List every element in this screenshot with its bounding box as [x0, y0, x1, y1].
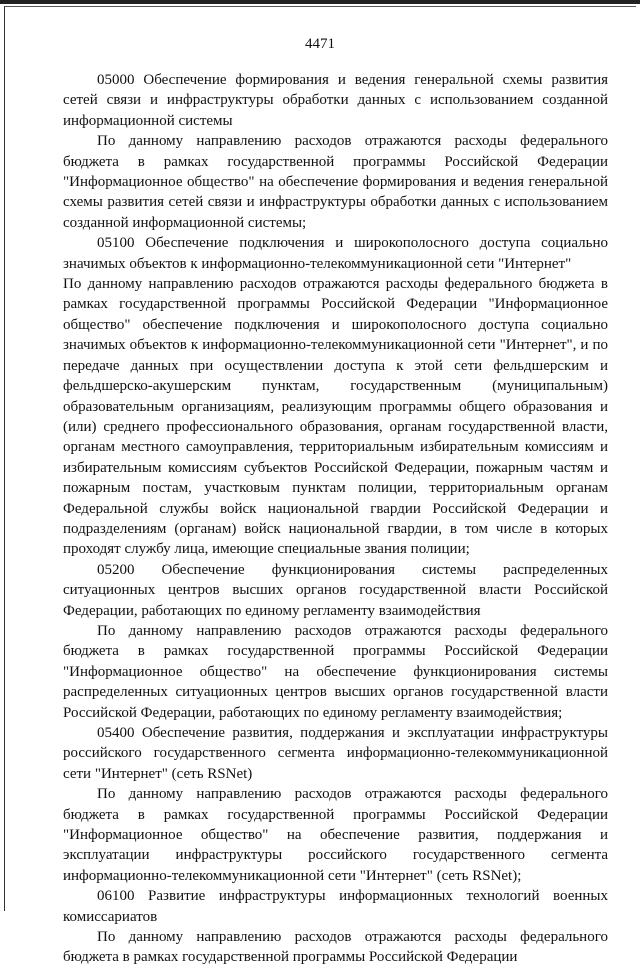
- paragraph: 05000 Обеспечение формирования и ведения генеральной схемы развития сетей связи и инфраструктуры обработки данных с использованием созданной информационной системы: [63, 72, 608, 129]
- paragraph: По данному направлению расходов отражаются расходы федерального бюджета в рамках государственной программы Российской Федерации: [63, 929, 608, 966]
- paragraph: 05200 Обеспечение функционирования системы распределенных ситуационных центров высших органов государственной власти Российской Федерации, работающих по единому регламенту взаимодействия: [63, 561, 608, 619]
- document-body: [63, 70, 608, 968]
- paragraph: 05400 Обеспечение развития, поддержания и эксплуатации инфраструктуры российского государственного сегмента информационно-телекоммуникационной сети "Интернет" (сеть RSNet): [63, 725, 608, 782]
- paragraph: 06100 Развитие инфраструктуры информационных технологий военных комиссариатов: [63, 888, 608, 925]
- paragraph: 05100 Обеспечение подключения и широкополосного доступа социально значимых объектов к информационно-телекоммуникационной сети "Интернет": [63, 235, 608, 272]
- paragraph: По данному направлению расходов отражаются расходы федерального бюджета в рамках государственной программы Российской Федерации "Информационное общество" на обеспечение формирования и ведения генеральной схемы развития сетей связи и инфраструктуры обработки данных с использованием созданной информационной системы;: [63, 133, 608, 231]
- scan-edge: [0, 0, 640, 4]
- paragraph: По данному направлению расходов отражаются расходы федерального бюджета в рамках государственной программы Российской Федерации "Информационное общество" на обеспечение развития, поддержания и эксплуатации инфраструктуры российского государственного сегмента информационно-телекоммуникационной сети "Интернет" (сеть RSNet);: [63, 786, 608, 884]
- page-number: 4471: [305, 36, 335, 52]
- paragraph: По данному направлению расходов отражаются расходы федерального бюджета в рамках государственной программы Российской Федерации "Информационное общество" на обеспечение функционирования системы распределенных ситуационных центров высших органов государственной власти Российской Федерации, работающих по единому регламенту взаимодействия;: [63, 622, 608, 721]
- paragraph: По данному направлению расходов отражаются расходы федерального бюджета в рамках государственной программы Российской Федерации "Информационное общество" обеспечение подключения и широкополосного доступа социально значимых объектов к информационно-телекоммуникационной сети "Интернет", и по передаче данных при осуществлении доступа к этой сети фельдшерским и фельдшерско-акушерским пунктам, государственным (муниципальным) образовательным организациям, реализующим программы общего образования и (или) среднего профессионального образования, органам государственной власти, органам местного самоуправления, территориальным избирательным комиссиям и избирательным комиссиям субъектов Российской Федерации, пожарным частям и пожарным постам, участковым пунктам полиции, территориальным органам Федеральной службы войск национальной гвардии Российской Федерации и подразделениям (органам) войск национальной гвардии, в том числе в которых проходят службу лица, имеющие специальные звания полиции;: [63, 276, 608, 558]
